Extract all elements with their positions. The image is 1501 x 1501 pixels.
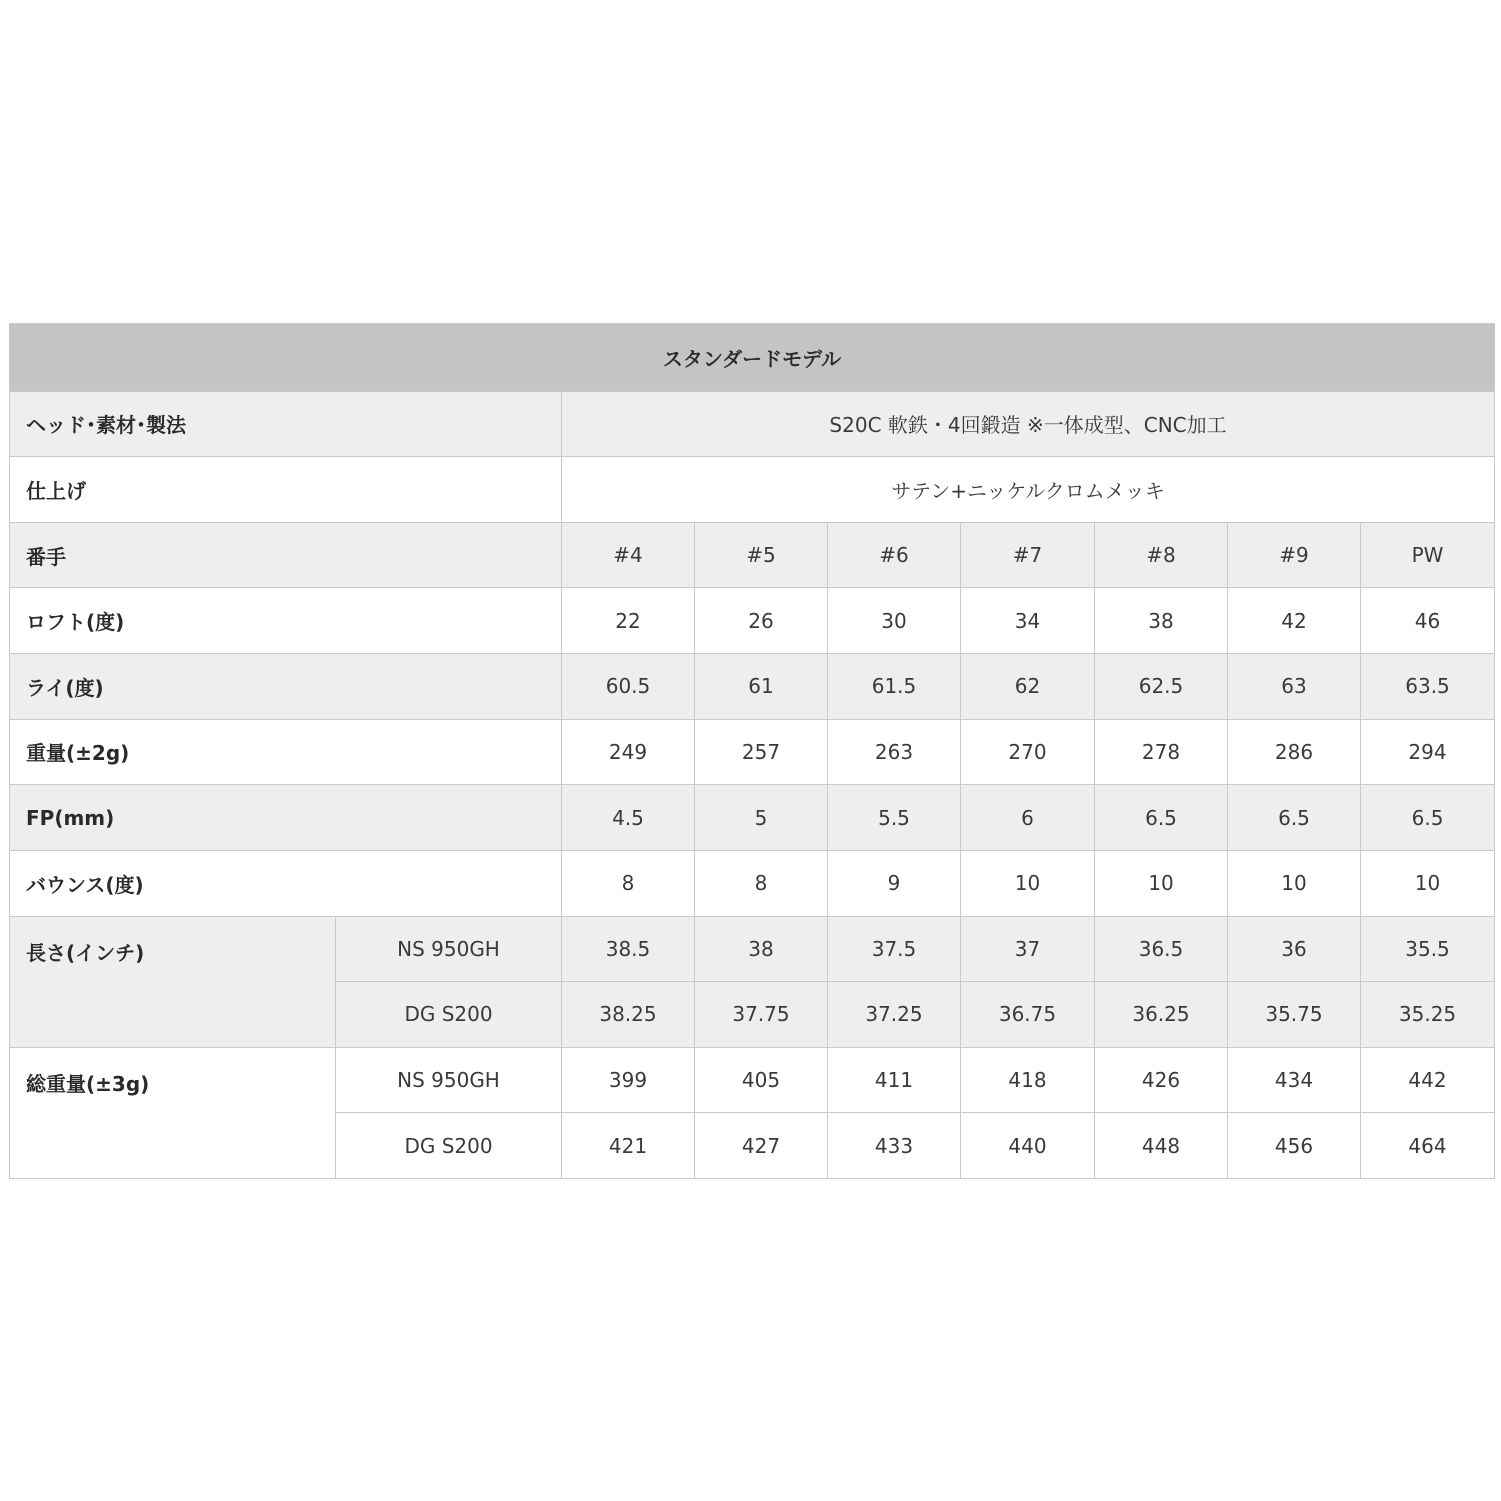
total-weight-cell: 421 xyxy=(562,1113,695,1179)
fp-cell: 6.5 xyxy=(1228,785,1361,851)
bounce-cell: 8 xyxy=(562,850,695,916)
lie-cell: 61.5 xyxy=(828,654,961,720)
club-number-cell: #9 xyxy=(1228,522,1361,588)
spec-table xyxy=(9,323,1495,1179)
table-row xyxy=(10,719,1495,785)
total-weight-cell: 448 xyxy=(1095,1113,1228,1179)
weight-cell: 270 xyxy=(961,719,1095,785)
shaft-name-cell: DG S200 xyxy=(336,982,562,1048)
table-row xyxy=(10,850,1495,916)
bounce-cell: 10 xyxy=(1095,850,1228,916)
lie-cell: 63 xyxy=(1228,654,1361,720)
row-label-head-material: ヘッド･素材･製法 xyxy=(10,391,562,457)
length-cell: 38.25 xyxy=(562,982,695,1048)
weight-cell: 294 xyxy=(1361,719,1495,785)
weight-cell: 263 xyxy=(828,719,961,785)
total-weight-cell: 440 xyxy=(961,1113,1095,1179)
table-row xyxy=(10,522,1495,588)
lie-cell: 61 xyxy=(695,654,828,720)
length-cell: 35.75 xyxy=(1228,982,1361,1048)
length-cell: 35.25 xyxy=(1361,982,1495,1048)
finish-value: サテン+ニッケルクロムメッキ xyxy=(562,457,1495,523)
total-weight-cell: 411 xyxy=(828,1047,961,1113)
row-label-bounce: バウンス(度) xyxy=(10,850,562,916)
fp-cell: 4.5 xyxy=(562,785,695,851)
weight-cell: 278 xyxy=(1095,719,1228,785)
row-label-length: 長さ(インチ) xyxy=(10,916,336,1047)
length-cell: 36 xyxy=(1228,916,1361,982)
total-weight-cell: 399 xyxy=(562,1047,695,1113)
length-cell: 37 xyxy=(961,916,1095,982)
club-number-cell: #5 xyxy=(695,522,828,588)
length-cell: 36.75 xyxy=(961,982,1095,1048)
loft-cell: 42 xyxy=(1228,588,1361,654)
loft-cell: 26 xyxy=(695,588,828,654)
length-cell: 38 xyxy=(695,916,828,982)
bounce-cell: 10 xyxy=(1228,850,1361,916)
row-label-finish: 仕上げ xyxy=(10,457,562,523)
club-number-cell: PW xyxy=(1361,522,1495,588)
row-label-total-weight: 総重量(±3g) xyxy=(10,1047,336,1178)
loft-cell: 22 xyxy=(562,588,695,654)
length-cell: 36.25 xyxy=(1095,982,1228,1048)
total-weight-cell: 434 xyxy=(1228,1047,1361,1113)
lie-cell: 63.5 xyxy=(1361,654,1495,720)
bounce-cell: 10 xyxy=(1361,850,1495,916)
shaft-name-cell: NS 950GH xyxy=(336,916,562,982)
table-title-row xyxy=(10,324,1495,392)
fp-cell: 6.5 xyxy=(1095,785,1228,851)
table-row xyxy=(10,457,1495,523)
total-weight-cell: 433 xyxy=(828,1113,961,1179)
total-weight-cell: 464 xyxy=(1361,1113,1495,1179)
fp-cell: 6.5 xyxy=(1361,785,1495,851)
weight-cell: 249 xyxy=(562,719,695,785)
club-number-cell: #6 xyxy=(828,522,961,588)
loft-cell: 30 xyxy=(828,588,961,654)
fp-cell: 5.5 xyxy=(828,785,961,851)
length-cell: 37.5 xyxy=(828,916,961,982)
total-weight-cell: 405 xyxy=(695,1047,828,1113)
loft-cell: 46 xyxy=(1361,588,1495,654)
shaft-name-cell: DG S200 xyxy=(336,1113,562,1179)
table-row xyxy=(10,588,1495,654)
total-weight-cell: 418 xyxy=(961,1047,1095,1113)
total-weight-cell: 426 xyxy=(1095,1047,1228,1113)
club-number-cell: #8 xyxy=(1095,522,1228,588)
weight-cell: 286 xyxy=(1228,719,1361,785)
table-row xyxy=(10,391,1495,457)
table-row xyxy=(10,1047,1495,1113)
table-row xyxy=(10,654,1495,720)
length-cell: 35.5 xyxy=(1361,916,1495,982)
total-weight-cell: 442 xyxy=(1361,1047,1495,1113)
length-cell: 37.25 xyxy=(828,982,961,1048)
table-row xyxy=(10,785,1495,851)
weight-cell: 257 xyxy=(695,719,828,785)
total-weight-cell: 427 xyxy=(695,1113,828,1179)
length-cell: 36.5 xyxy=(1095,916,1228,982)
lie-cell: 60.5 xyxy=(562,654,695,720)
length-cell: 38.5 xyxy=(562,916,695,982)
club-number-cell: #4 xyxy=(562,522,695,588)
loft-cell: 38 xyxy=(1095,588,1228,654)
lie-cell: 62.5 xyxy=(1095,654,1228,720)
bounce-cell: 8 xyxy=(695,850,828,916)
fp-cell: 5 xyxy=(695,785,828,851)
club-number-cell: #7 xyxy=(961,522,1095,588)
loft-cell: 34 xyxy=(961,588,1095,654)
lie-cell: 62 xyxy=(961,654,1095,720)
table-row xyxy=(10,916,1495,982)
row-label-club-number: 番手 xyxy=(10,522,562,588)
shaft-name-cell: NS 950GH xyxy=(336,1047,562,1113)
row-label-loft: ロフト(度) xyxy=(10,588,562,654)
bounce-cell: 10 xyxy=(961,850,1095,916)
total-weight-cell: 456 xyxy=(1228,1113,1361,1179)
length-cell: 37.75 xyxy=(695,982,828,1048)
table-title: スタンダードモデル xyxy=(10,324,1495,392)
row-label-weight: 重量(±2g) xyxy=(10,719,562,785)
head-material-value: S20C 軟鉄・4回鍛造 ※一体成型、CNC加工 xyxy=(562,391,1495,457)
fp-cell: 6 xyxy=(961,785,1095,851)
bounce-cell: 9 xyxy=(828,850,961,916)
row-label-fp: FP(mm) xyxy=(10,785,562,851)
row-label-lie: ライ(度) xyxy=(10,654,562,720)
